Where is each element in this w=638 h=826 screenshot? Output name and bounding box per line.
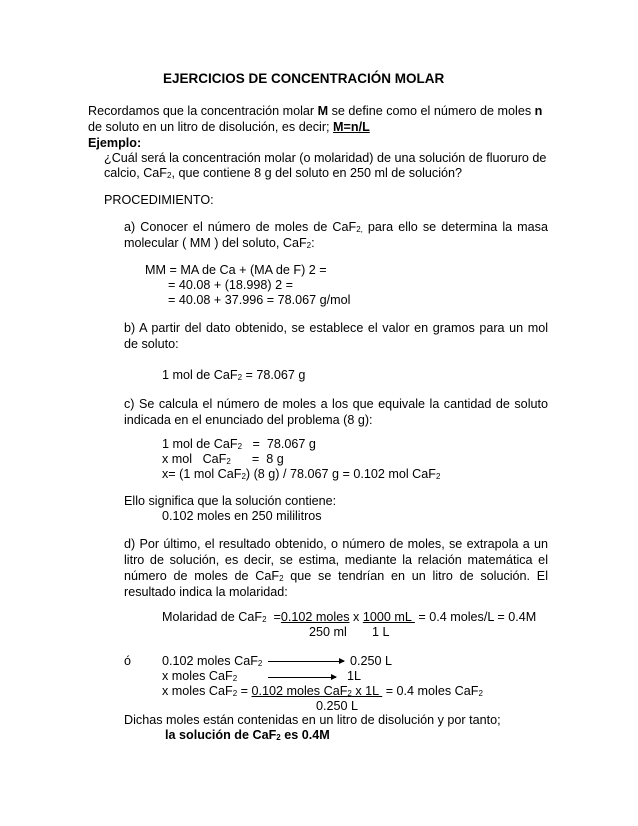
rule-line-1: 1 mol de CaF$_2$ = 78.067 g (162, 437, 316, 451)
step-d-line-2: litro de solución, es decir, se estima, mediante la relación matemática el (124, 553, 548, 567)
example-heading: Ejemplo: (88, 136, 142, 150)
step-d-line-3: número de moles de CaF$_2$ que se tendrían en un litro de solución. El (124, 569, 548, 583)
moles-in-250: 0.102 moles en 250 mililitros (162, 509, 322, 523)
step-d-line-1: d) Por último, el resultado obtenido, o número de moles, se extrapola a un (124, 537, 548, 551)
alt-line-2-left: x moles CaF$_2$ (162, 669, 238, 683)
mm-line-1: MM = MA de Ca + (MA de F) 2 = (145, 263, 327, 277)
question-line-2: calcio, CaF$_2$, que contiene 8 g del soluto en 250 ml de solución? (104, 166, 463, 180)
mm-line-2: = 40.08 + (18.998) 2 = (168, 278, 293, 292)
alt-line-3: x moles CaF$_2$ = 0.102 moles CaF$_2$ x 1L = 0.4 moles CaF$_2$ (162, 684, 483, 698)
step-a-line-1: a) Conocer el número de moles de CaF$_{2,}$ para ello se determina la masa (124, 220, 548, 234)
step-c-line-1: c) Se calcula el número de moles a los que equivale la cantidad de soluto (124, 397, 548, 411)
intro-line-2: de soluto en un litro de disolución, es decir; M=n/L (88, 120, 370, 134)
final-result: la solución de CaF$_2$ es 0.4M (165, 728, 330, 742)
procedure-heading: PROCEDIMIENTO: (104, 193, 214, 207)
meaning-line: Ello significa que la solución contiene: (124, 494, 337, 508)
denominator-250ml: 250 ml (309, 625, 347, 639)
mol-mass-line: 1 mol de CaF$_2$ = 78.067 g (162, 368, 306, 382)
alt-denominator: 0.250 L (316, 699, 359, 713)
mm-line-3: = 40.08 + 37.996 = 78.067 g/mol (168, 293, 351, 307)
step-b-line-1: b) A partir del dato obtenido, se establece el valor en gramos para un mol (124, 321, 548, 335)
intro-line-1: Recordamos que la concentración molar M se define como el número de moles n (88, 104, 543, 118)
molarity-equation: Molaridad de CaF$_2$ =0.102 moles x 1000 mL = 0.4 moles/L = 0.4M (162, 610, 537, 624)
arrow-right-icon (268, 661, 344, 662)
molarity-formula: M=n/L (333, 120, 370, 134)
question-line-1: ¿Cuál será la concentración molar (o molaridad) de una solución de fluoruro de (104, 151, 547, 165)
step-b-line-2: de soluto: (124, 337, 179, 351)
step-d-line-4: resultado indica la molaridad: (124, 585, 288, 599)
alt-line-1-right: 0.250 L (350, 654, 393, 668)
arrow-right-icon (268, 677, 336, 678)
alt-line-2-right: 1L (347, 669, 362, 683)
alt-line-1-left: 0.102 moles CaF$_2$ (162, 654, 263, 668)
conclusion-line: Dichas moles están contenidas en un litro de disolución y por tanto; (124, 713, 501, 727)
denominator-1l: 1 L (372, 625, 390, 639)
page-title: EJERCICIOS DE CONCENTRACIÓN MOLAR (163, 71, 445, 86)
rule-line-2: x mol CaF$_2$ = 8 g (162, 452, 284, 466)
alt-marker: ó (124, 654, 132, 668)
step-c-line-2: indicada en el enunciado del problema (8 g): (124, 413, 373, 427)
rule-line-3: x= (1 mol CaF$_2$) (8 g) / 78.067 g = 0.102 mol CaF$_2$ (162, 467, 441, 481)
step-a-line-2: molecular ( MM ) del soluto, CaF$_2$: (124, 236, 315, 250)
